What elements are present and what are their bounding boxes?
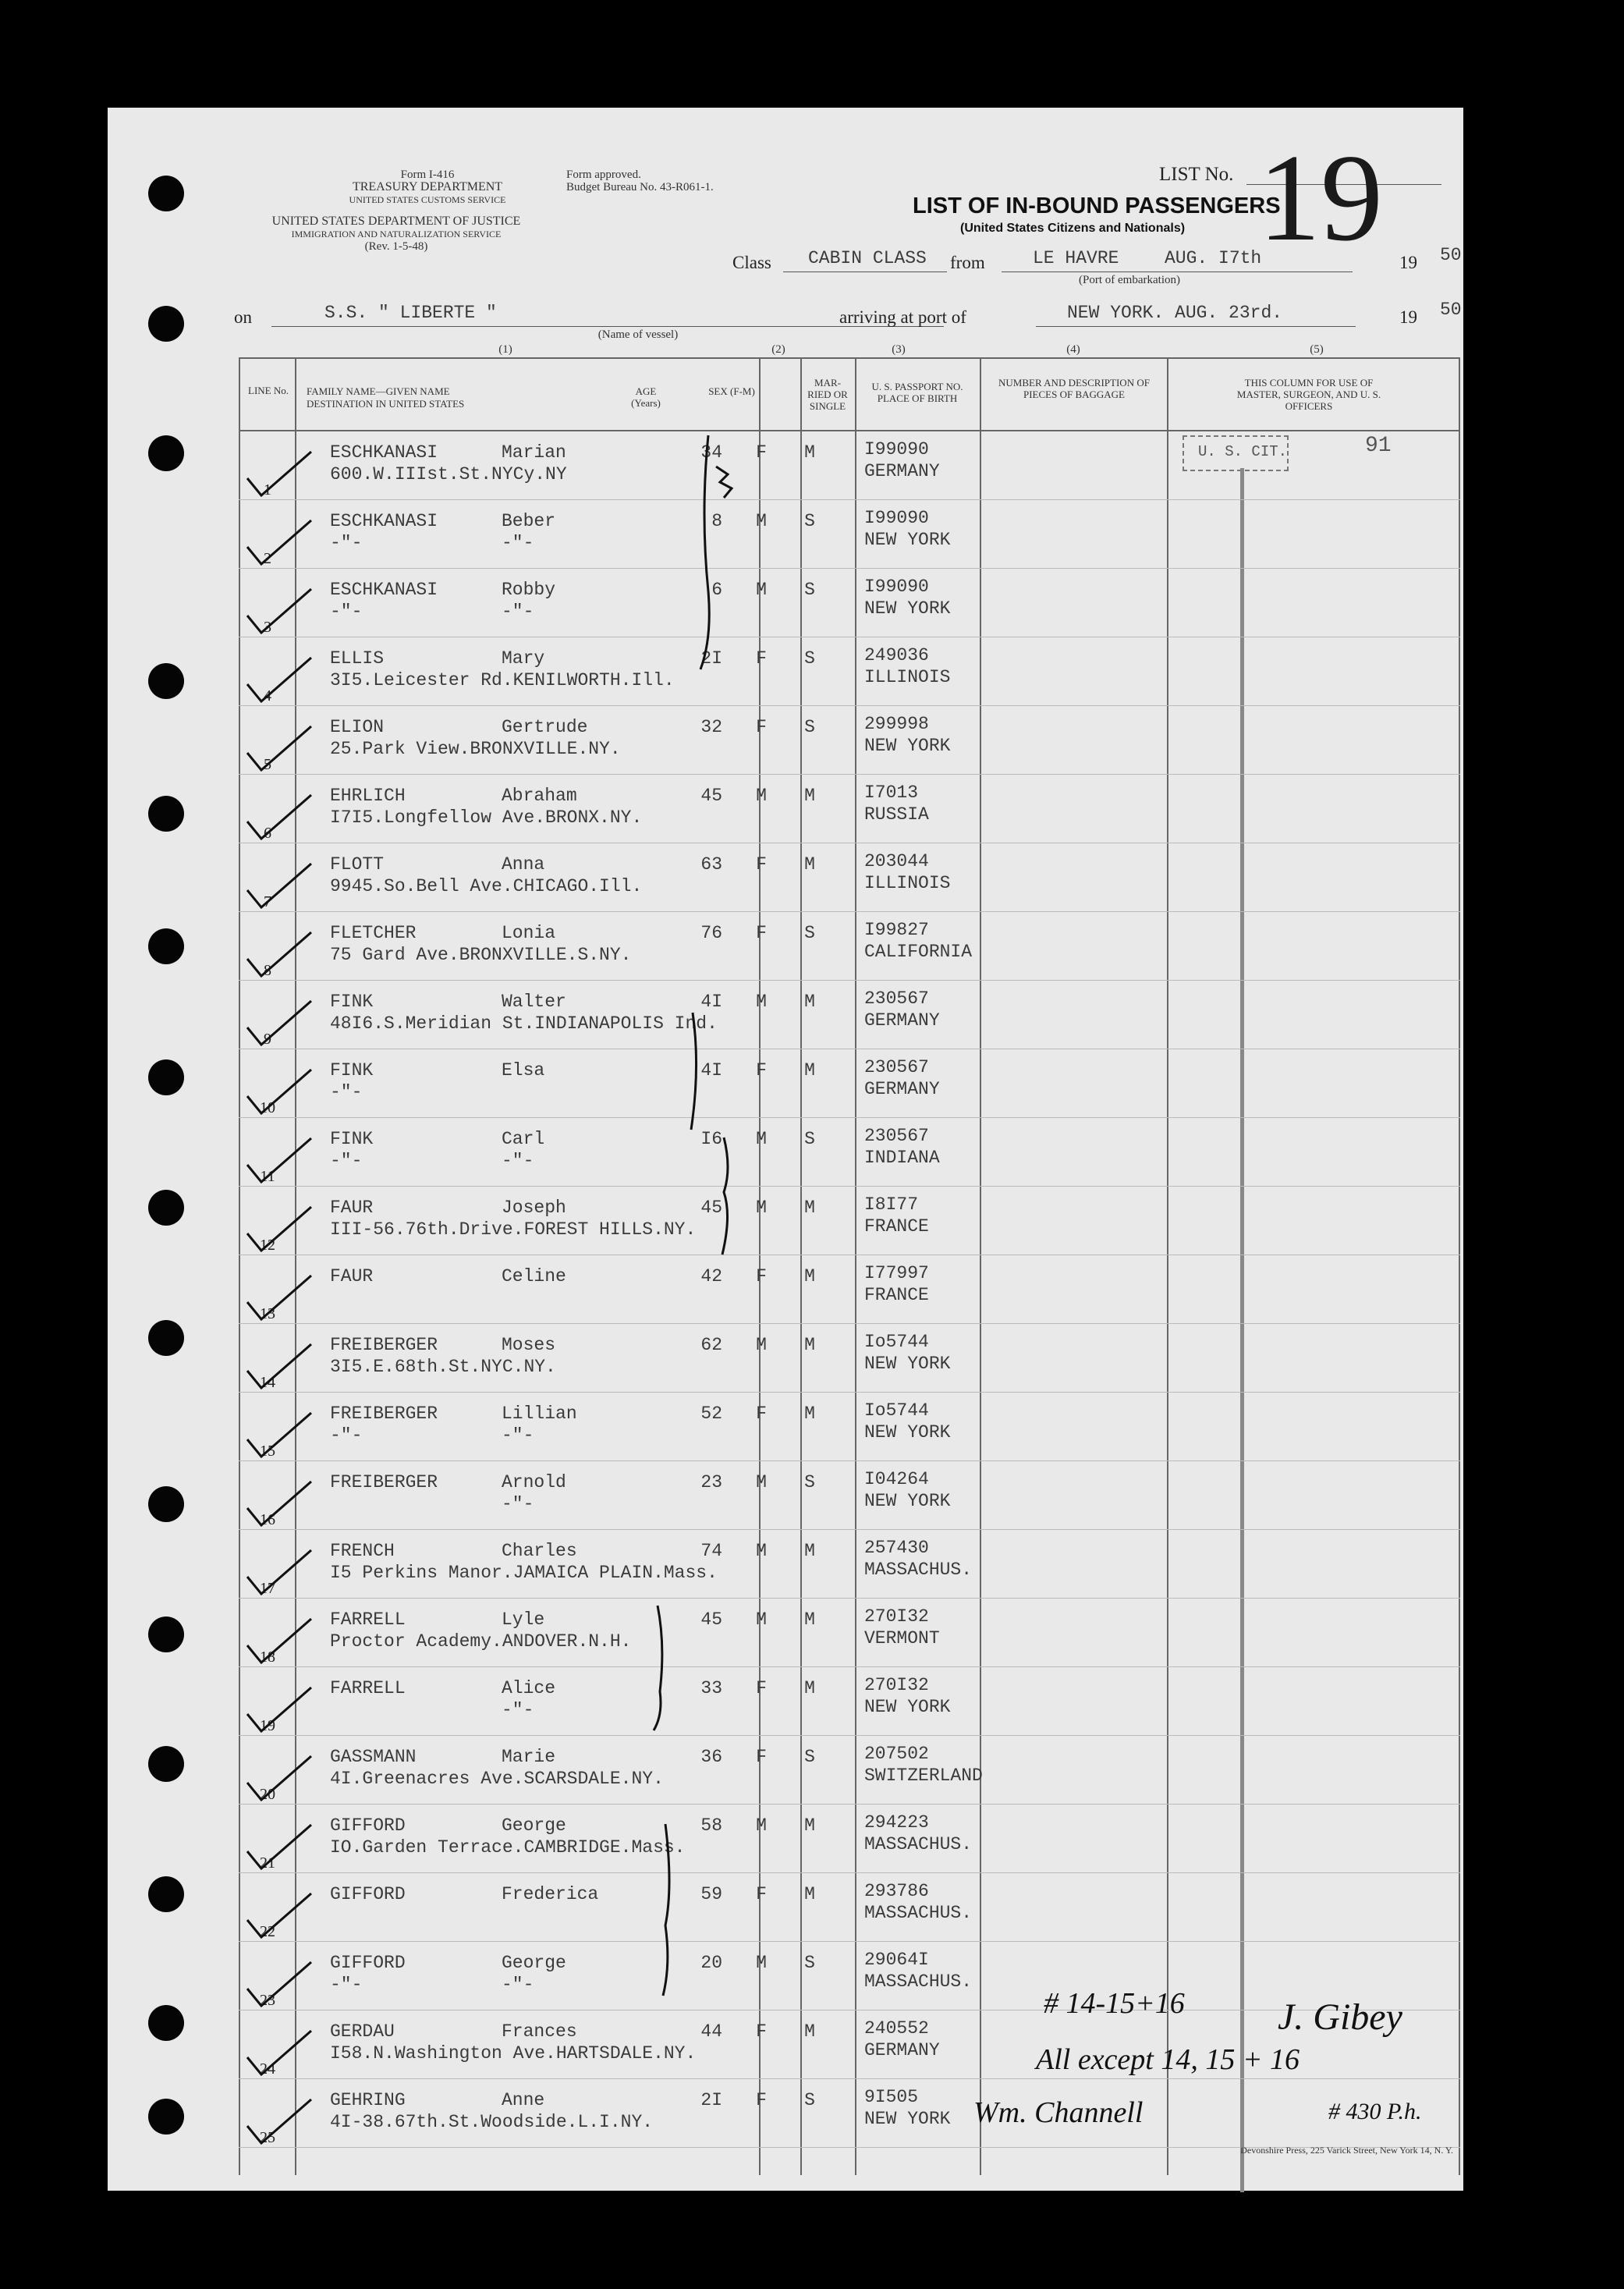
place-of-birth: GERMANY [864,2040,940,2060]
age: 6 [711,580,722,600]
destination: I58.N.Washington Ave.HARTSDALE.NY. [330,2043,697,2064]
hdr-passport: U. S. PASSPORT NO. PLACE OF BIRTH [871,381,963,404]
hdr-sex: SEX (F-M) [708,385,755,397]
destination: III-56.76th.Drive.FOREST HILLS.NY. [330,1219,697,1240]
passport-number: 240552 [864,2018,929,2039]
destination-ditto: -"- [502,602,534,622]
sex: M [756,1335,767,1355]
year-suffix-2: 50 [1440,300,1462,320]
marital-status: S [804,1129,815,1149]
sex: M [756,1129,767,1149]
line-number: 10 [260,1099,275,1116]
family-name: GASSMANN [330,1747,417,1767]
marital-status: M [804,1335,815,1355]
age: 59 [700,1884,722,1904]
marital-status: M [804,1884,815,1904]
sex: F [756,854,767,875]
handwritten-note-lines: # 14-15+16 [1044,1987,1185,2020]
port-of-embarkation-caption: (Port of embarkation) [1079,274,1180,286]
sex: M [756,992,767,1012]
sex: F [756,1678,767,1698]
sex: F [756,2021,767,2042]
marital-status: M [804,1678,815,1698]
place-of-birth: NEW YORK [864,1697,951,1717]
given-name: Frances [502,2021,577,2042]
marital-status: M [804,1060,815,1081]
sex: F [756,923,767,943]
given-name: Marie [502,1747,556,1767]
hdr-baggage: NUMBER AND DESCRIPTION OF PIECES OF BAGGAGE [998,377,1150,400]
place-of-birth: NEW YORK [864,2109,951,2129]
destination: 600.W.IIIst.St.NYCy.NY [330,464,567,484]
family-name: FARRELL [330,1678,406,1698]
year-suffix-1: 50 [1440,245,1462,265]
age: 20 [700,1953,722,1973]
place-of-birth: NEW YORK [864,598,951,619]
place-of-birth: FRANCE [864,1216,929,1237]
marital-status: M [804,1198,815,1218]
passport-number: I99090 [864,439,929,460]
sex: M [756,1815,767,1836]
family-name: GIFFORD [330,1953,406,1973]
col-num-2: (2) [771,343,785,356]
sex: F [756,1884,767,1904]
list-no-label: LIST No. [1159,164,1234,185]
sex: F [756,717,767,737]
given-name: Lyle [502,1609,545,1630]
passport-number: 294223 [864,1812,929,1833]
line-number: 7 [264,893,271,910]
destination-ditto: -"- [502,1975,534,1995]
age: 23 [700,1472,722,1492]
given-name: Moses [502,1335,556,1355]
place-of-birth: NEW YORK [864,1422,951,1443]
given-name: Celine [502,1266,566,1286]
year-prefix-1: 19 [1399,253,1417,272]
family-name: FINK [330,1060,374,1081]
family-name: FARRELL [330,1609,406,1630]
destination: I7I5.Longfellow Ave.BRONX.NY. [330,807,643,828]
destination: -"- [330,1151,363,1171]
place-of-birth: VERMONT [864,1628,940,1648]
marital-status: M [804,442,815,463]
passport-number: I7013 [864,783,919,803]
vessel-name: S.S. " LIBERTE " [324,303,497,323]
place-of-birth: FRANCE [864,1285,929,1305]
family-name: FAUR [330,1198,374,1218]
destination-ditto: -"- [502,1425,534,1446]
marital-status: M [804,1404,815,1424]
justice-dept: UNITED STATES DEPARTMENT OF JUSTICE [271,215,521,228]
line-number: 21 [260,1854,275,1872]
family-name: ELLIS [330,648,385,669]
place-of-birth: NEW YORK [864,1354,951,1374]
destination: 3I5.E.68th.St.NYC.NY. [330,1357,556,1377]
sex: F [756,1404,767,1424]
age: 58 [700,1815,722,1836]
family-name: ESCHKANASI [330,442,438,463]
given-name: George [502,1815,566,1836]
family-name: EHRLICH [330,786,406,806]
line-number: 2 [264,550,271,567]
col-num-5: (5) [1310,343,1324,356]
marital-status: M [804,1541,815,1561]
given-name: Abraham [502,786,577,806]
arrival-port: NEW YORK. AUG. 23rd. [1067,303,1283,323]
line-number: 23 [260,1992,275,2009]
revision: (Rev. 1-5-48) [364,240,428,253]
age: 45 [700,1198,722,1218]
citizen-stamp-text: U. S. CIT. [1198,443,1288,460]
place-of-birth: GERMANY [864,1079,940,1099]
family-name: ELION [330,717,385,737]
age: 52 [700,1404,722,1424]
printer-imprint: Devonshire Press, 225 Varick Street, New York 14, N. Y. [1240,2145,1453,2156]
destination: Proctor Academy.ANDOVER.N.H. [330,1631,632,1652]
destination-ditto: -"- [502,1700,534,1720]
passport-number: I77997 [864,1263,929,1283]
place-of-birth: MASSACHUS. [864,1834,973,1854]
marital-status: S [804,1953,815,1973]
place-of-birth: NEW YORK [864,736,951,756]
sex: M [756,1541,767,1561]
line-number: 17 [260,1580,275,1597]
from-value: LE HAVRE [1033,248,1119,268]
hdr-line-no: LINE No. [248,385,289,396]
line-number: 3 [264,619,271,636]
family-name: FLOTT [330,854,385,875]
given-name: Gertrude [502,717,588,737]
hdr-married: MAR-RIED OR SINGLE [807,377,848,412]
place-of-birth: NEW YORK [864,530,951,550]
passport-number: 293786 [864,1881,929,1901]
given-name: Charles [502,1541,577,1561]
given-name: Mary [502,648,545,669]
marital-status: S [804,2090,815,2110]
passport-number: 230567 [864,1126,929,1146]
handwritten-code: # 430 P.h. [1328,2099,1422,2124]
line-number: 4 [264,687,271,704]
age: 4I [700,992,722,1012]
family-name: FREIBERGER [330,1404,438,1424]
destination: 9945.So.Bell Ave.CHICAGO.Ill. [330,876,643,896]
year-prefix-2: 19 [1399,307,1417,327]
age: 44 [700,2021,722,2042]
list-subtitle: (United States Citizens and Nationals) [960,222,1186,235]
destination: -"- [330,1082,363,1102]
sex: M [756,1198,767,1218]
passport-number: 299998 [864,714,929,734]
given-name: Carl [502,1129,545,1149]
col-num-4: (4) [1066,343,1080,356]
age: I6 [700,1129,722,1149]
destination: -"- [330,1975,363,1995]
age: 8 [711,511,722,531]
handwritten-brackets [108,108,1463,2191]
age: 4I [700,1060,722,1081]
age: 74 [700,1541,722,1561]
line-number: 15 [260,1443,275,1460]
family-name: GIFFORD [330,1815,406,1836]
ins-service: IMMIGRATION AND NATURALIZATION SERVICE [291,229,502,240]
passport-number: Io5744 [864,1400,929,1421]
line-number: 13 [260,1305,275,1322]
age: 2I [700,648,722,669]
age: 45 [700,786,722,806]
marital-status: M [804,1266,815,1286]
line-number: 24 [260,2060,275,2078]
marital-status: M [804,992,815,1012]
given-name: Lillian [502,1404,577,1424]
line-number: 5 [264,756,271,773]
family-name: FREIBERGER [330,1472,438,1492]
family-name: ESCHKANASI [330,580,438,600]
given-name: Lonia [502,923,556,943]
destination: 4I-38.67th.St.Woodside.L.I.NY. [330,2112,654,2132]
destination: 48I6.S.Meridian St.INDIANAPOLIS Ind. [330,1013,718,1034]
marital-status: S [804,511,815,531]
list-number: 19 [1258,128,1383,267]
from-label: from [950,253,985,272]
place-of-birth: SWITZERLAND [864,1766,983,1786]
passport-number: 230567 [864,988,929,1009]
line-number: 8 [264,962,271,979]
destination-ditto: -"- [502,1151,534,1171]
sex: M [756,580,767,600]
passport-number: I99090 [864,577,929,597]
age: 36 [700,1747,722,1767]
budget-bureau: Budget Bureau No. 43-R061-1. [566,181,714,193]
hdr-officers: THIS COLUMN FOR USE OF MASTER, SURGEON, AND U. S. OFFICERS [1236,377,1381,412]
sex: M [756,1472,767,1492]
line-number: 11 [260,1168,275,1185]
on-label: on [234,307,252,327]
given-name: Walter [502,992,566,1012]
line-number: 19 [260,1717,275,1734]
passport-number: 203044 [864,851,929,871]
age: 34 [700,442,722,463]
handwritten-exception-note: All except 14, 15 + 16 [1036,2043,1300,2076]
inspector-signature: Wm. Channell [973,2096,1144,2129]
line-number: 9 [264,1031,271,1048]
age: 2I [700,2090,722,2110]
destination-ditto: -"- [502,1494,534,1514]
destination: -"- [330,533,363,553]
passport-number: 29064I [864,1950,929,1970]
line-number: 1 [264,481,271,499]
given-name: Beber [502,511,556,531]
sex: F [756,2090,767,2110]
handwritten-initials: J. Gibey [1278,1996,1402,2038]
destination-ditto: -"- [502,533,534,553]
sex: M [756,786,767,806]
sex: M [756,1953,767,1973]
destination: 75 Gard Ave.BRONXVILLE.S.NY. [330,945,632,965]
marital-status: M [804,786,815,806]
marital-status: S [804,648,815,669]
given-name: Anne [502,2090,545,2110]
given-name: Robby [502,580,556,600]
passport-number: 249036 [864,645,929,665]
place-of-birth: ILLINOIS [864,873,951,893]
arriving-label: arriving at port of [839,307,966,327]
given-name: George [502,1953,566,1973]
place-of-birth: MASSACHUS. [864,1903,973,1923]
list-title: LIST OF IN-BOUND PASSENGERS [913,193,1281,218]
destination: -"- [330,602,363,622]
line-number: 18 [260,1648,275,1666]
marital-status: S [804,717,815,737]
marital-status: M [804,2021,815,2042]
line-number: 16 [260,1511,275,1528]
passport-number: 207502 [864,1744,929,1764]
given-name: Arnold [502,1472,566,1492]
family-name: FINK [330,992,374,1012]
destination: I5 Perkins Manor.JAMAICA PLAIN.Mass. [330,1563,718,1583]
sex: M [756,1609,767,1630]
sex: M [756,511,767,531]
family-name: ESCHKANASI [330,511,438,531]
destination: -"- [330,1425,363,1446]
line-number: 6 [264,825,271,842]
place-of-birth: CALIFORNIA [864,942,973,962]
marital-status: M [804,854,815,875]
place-of-birth: ILLINOIS [864,667,951,687]
given-name: Elsa [502,1060,545,1081]
vessel-caption: (Name of vessel) [597,328,679,341]
sex: F [756,1266,767,1286]
marital-status: M [804,1609,815,1630]
sex: F [756,648,767,669]
destination: 25.Park View.BRONXVILLE.NY. [330,739,621,759]
age: 42 [700,1266,722,1286]
form-sheet [108,108,1463,2191]
class-label: Class [732,253,771,272]
marital-status: S [804,923,815,943]
passport-number: 257430 [864,1538,929,1558]
family-name: GIFFORD [330,1884,406,1904]
marital-status: S [804,580,815,600]
passport-number: 270I32 [864,1606,929,1627]
family-name: GERDAU [330,2021,395,2042]
place-of-birth: RUSSIA [864,804,929,825]
age: 62 [700,1335,722,1355]
place-of-birth: GERMANY [864,461,940,481]
given-name: Frederica [502,1884,599,1904]
place-of-birth: NEW YORK [864,1491,951,1511]
treasury-dept: TREASURY DEPARTMENT [352,180,503,193]
given-name: Marian [502,442,566,463]
place-of-birth: MASSACHUS. [864,1560,973,1580]
family-name: FINK [330,1129,374,1149]
passport-number: 230567 [864,1057,929,1077]
col-num-1: (1) [498,343,512,356]
hdr-destination: DESTINATION IN UNITED STATES [307,398,465,410]
passport-number: I8I77 [864,1194,919,1215]
sex: F [756,442,767,463]
age: 63 [700,854,722,875]
from-date: AUG. I7th [1165,248,1262,268]
col-num-3: (3) [892,343,906,356]
family-name: FAUR [330,1266,374,1286]
given-name: Alice [502,1678,556,1698]
age: 76 [700,923,722,943]
form-approved: Form approved. [566,169,641,181]
passport-number: I99827 [864,920,929,940]
family-name: FREIBERGER [330,1335,438,1355]
hdr-age: AGE (Years) [631,385,661,409]
citizen-count: 91 [1365,434,1392,458]
destination: IO.Garden Terrace.CAMBRIDGE.Mass. [330,1837,686,1858]
destination: 3I5.Leicester Rd.KENILWORTH.Ill. [330,670,675,690]
family-name: FLETCHER [330,923,417,943]
family-name: FRENCH [330,1541,395,1561]
marital-status: M [804,1815,815,1836]
line-number: 12 [260,1237,275,1254]
line-number: 22 [260,1923,275,1940]
customs-service: UNITED STATES CUSTOMS SERVICE [349,194,506,205]
line-number: 20 [260,1786,275,1803]
passport-number: I99090 [864,508,929,528]
passport-number: 270I32 [864,1675,929,1695]
sex: F [756,1060,767,1081]
place-of-birth: INDIANA [864,1148,940,1168]
form-number: Form I-416 [400,169,455,181]
place-of-birth: MASSACHUS. [864,1971,973,1992]
marital-status: S [804,1472,815,1492]
marital-status: S [804,1747,815,1767]
hdr-name: FAMILY NAME—GIVEN NAME [307,385,450,397]
sex: F [756,1747,767,1767]
age: 45 [700,1609,722,1630]
given-name: Joseph [502,1198,566,1218]
age: 32 [700,717,722,737]
passport-number: Io5744 [864,1332,929,1352]
class-value: CABIN CLASS [808,248,927,268]
passport-number: I04264 [864,1469,929,1489]
line-number: 14 [260,1374,275,1391]
destination: 4I.Greenacres Ave.SCARSDALE.NY. [330,1769,664,1789]
place-of-birth: GERMANY [864,1010,940,1031]
line-number: 25 [260,2129,275,2146]
age: 33 [700,1678,722,1698]
family-name: GEHRING [330,2090,406,2110]
passport-number: 9I505 [864,2087,919,2107]
given-name: Anna [502,854,545,875]
